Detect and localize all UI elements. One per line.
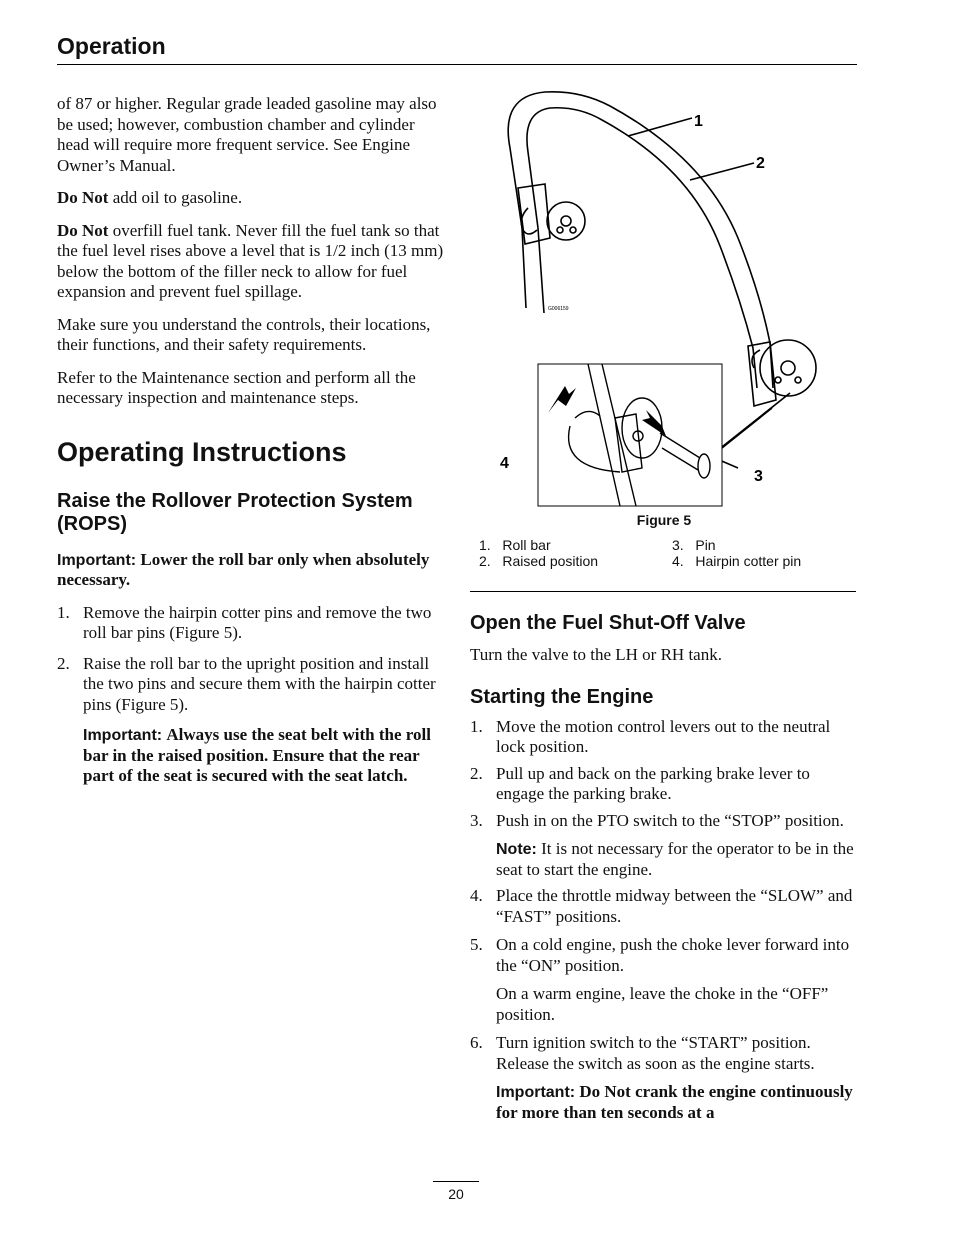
step-number: 4. bbox=[470, 886, 483, 905]
important-label: Important: bbox=[57, 551, 137, 569]
important-label: Important: bbox=[496, 1084, 576, 1101]
paragraph-controls: Make sure you understand the controls, their locations, their functions, and their safety requirements. bbox=[57, 314, 431, 354]
list-item bbox=[470, 886, 860, 927]
important-text: Do Not crank the engine continuously for more than ten seconds at a bbox=[496, 1082, 853, 1122]
starting-steps-list-final bbox=[470, 1033, 860, 1074]
section-title-operating-instructions: Operating Instructions bbox=[57, 436, 347, 467]
legend-number: 1. bbox=[479, 537, 491, 553]
step-number: 5. bbox=[470, 935, 483, 954]
important-note-1 bbox=[57, 550, 445, 591]
step-text: Place the throttle midway between the “SLOW” and “FAST” positions. bbox=[496, 886, 853, 926]
list-item bbox=[57, 654, 445, 716]
list-item bbox=[57, 603, 445, 644]
header-rule bbox=[57, 64, 857, 65]
subsection-title-starting-engine: Starting the Engine bbox=[470, 685, 654, 708]
step-number: 1. bbox=[57, 602, 70, 622]
rops-steps-list bbox=[57, 603, 445, 716]
callout-1: 1 bbox=[694, 113, 703, 130]
important-text: Lower the roll bar only when absolutely necessary. bbox=[57, 549, 430, 589]
page-number-rule bbox=[433, 1181, 479, 1182]
page-number: 20 bbox=[448, 1186, 464, 1202]
step-number: 2. bbox=[57, 653, 70, 673]
legend-number: 2. bbox=[479, 553, 491, 569]
paragraph-no-overfill bbox=[57, 221, 445, 303]
list-item bbox=[470, 717, 860, 758]
list-item bbox=[470, 764, 860, 805]
legend-number: 4. bbox=[672, 553, 684, 569]
list-item bbox=[470, 1033, 860, 1074]
legend-item bbox=[479, 537, 551, 553]
step-number: 6. bbox=[470, 1033, 483, 1052]
step-text: On a cold engine, push the choke lever forward into the “ON” position. bbox=[496, 935, 850, 975]
step-text: Move the motion control levers out to the neutral lock position. bbox=[496, 716, 831, 756]
roll-bar-illustration bbox=[470, 88, 858, 508]
step-text: Turn ignition switch to the “START” position. Release the switch as soon as the engine starts. bbox=[496, 1033, 815, 1073]
important-label: Important: bbox=[83, 727, 163, 744]
figure-rule bbox=[470, 591, 856, 592]
do-not-bold: Do Not bbox=[57, 188, 109, 207]
figure-5 bbox=[470, 88, 858, 588]
list-item bbox=[470, 935, 860, 976]
paragraph-no-oil bbox=[57, 188, 445, 209]
page-header-title: Operation bbox=[57, 33, 166, 59]
callout-4: 4 bbox=[500, 455, 509, 472]
starting-steps-list-continued bbox=[470, 886, 860, 976]
callout-2: 2 bbox=[756, 155, 765, 172]
step-text: Raise the roll bar to the upright position and install the two pins and secure them with the hairpin cotter pins (Figure 5). bbox=[83, 653, 436, 714]
legend-label: Pin bbox=[695, 537, 716, 553]
legend-label: Raised position bbox=[502, 553, 599, 569]
important-note-2 bbox=[57, 725, 445, 787]
image-code: G006159 bbox=[548, 306, 569, 312]
legend-item bbox=[479, 553, 598, 569]
note-text: It is not necessary for the operator to be in the seat to start the engine. bbox=[496, 839, 854, 879]
paragraph-fuel-valve: Turn the valve to the LH or RH tank. bbox=[470, 645, 722, 664]
step-text: Remove the hairpin cotter pins and remove the two roll bar pins (Figure 5). bbox=[83, 602, 432, 642]
note-operator-seat bbox=[470, 839, 860, 880]
paragraph-text: add oil to gasoline. bbox=[108, 188, 243, 207]
paragraph-gasoline-grade: of 87 or higher. Regular grade leaded gasoline may also be used; however, combustion chamber and cylinder head will require more frequent service. See Engine Owner’s Manual. bbox=[57, 94, 437, 175]
step-number: 2. bbox=[470, 763, 483, 783]
important-note-3 bbox=[470, 1082, 860, 1123]
legend-label: Hairpin cotter pin bbox=[695, 553, 802, 569]
do-not-bold: Do Not bbox=[57, 220, 109, 240]
paragraph-warm-engine: On a warm engine, leave the choke in the “OFF” position. bbox=[496, 984, 829, 1024]
left-column bbox=[57, 94, 445, 799]
starting-steps-list bbox=[470, 717, 860, 832]
legend-number: 3. bbox=[672, 537, 684, 553]
step-text: Push in on the PTO switch to the “STOP” position. bbox=[496, 810, 844, 830]
step-number: 1. bbox=[470, 716, 483, 736]
subsection-title-rops: Raise the Rollover Protection System (ROPS) bbox=[57, 489, 413, 535]
step-text: Pull up and back on the parking brake lever to engage the parking brake. bbox=[496, 763, 810, 803]
right-column bbox=[470, 612, 860, 1135]
note-label: Note: bbox=[496, 841, 537, 858]
paragraph-maintenance: Refer to the Maintenance section and perform all the necessary inspection and maintenance steps. bbox=[57, 367, 416, 407]
list-item bbox=[470, 811, 860, 832]
paragraph-text: overfill fuel tank. Never fill the fuel tank so that the fuel level rises above a level that is 1/2 inch (13 mm) below the bottom of the filler neck to allow for fuel expansion and prevent fuel spillage. bbox=[57, 220, 444, 301]
legend-item bbox=[672, 537, 716, 553]
step-number: 3. bbox=[470, 810, 483, 830]
important-text: Always use the seat belt with the roll bar in the raised position. Ensure that the rear part of the seat is secured with the seat latch. bbox=[83, 725, 431, 785]
legend-label: Roll bar bbox=[502, 537, 551, 553]
legend-item bbox=[672, 553, 801, 569]
callout-3: 3 bbox=[754, 468, 763, 485]
subsection-title-fuel-valve: Open the Fuel Shut-Off Valve bbox=[470, 612, 746, 634]
figure-caption: Figure 5 bbox=[636, 512, 692, 528]
